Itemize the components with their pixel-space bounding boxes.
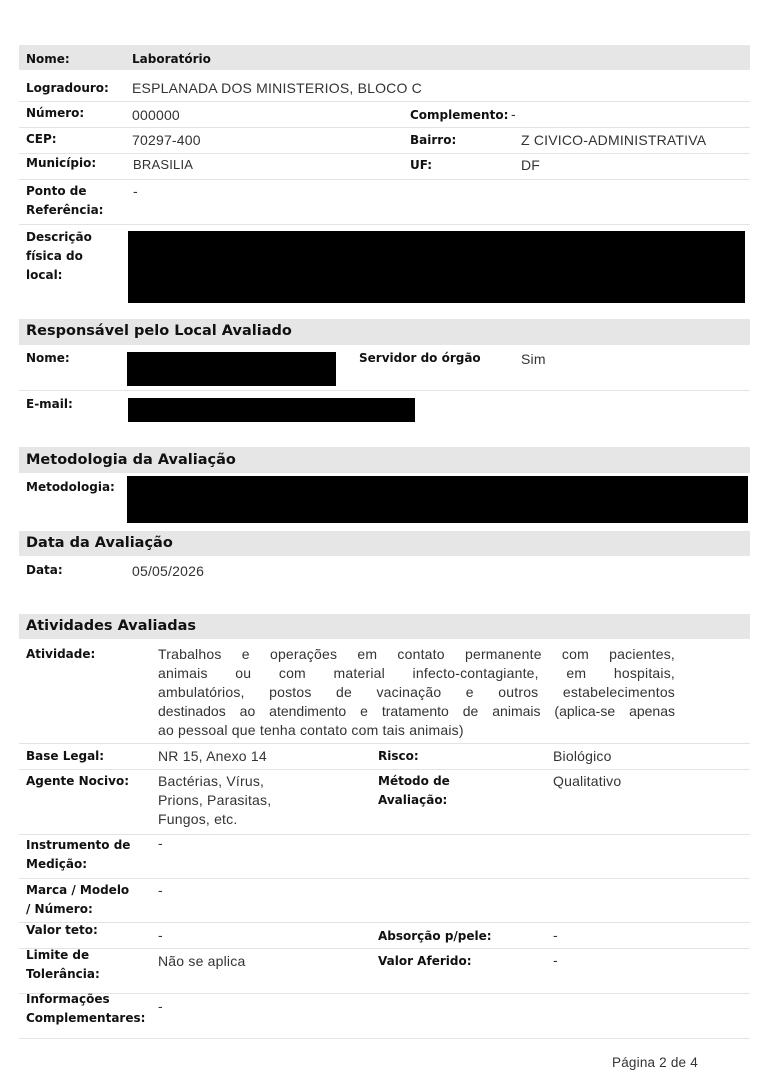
redacted-metodologia xyxy=(127,476,748,523)
atividade-line: ao pessoal que tenha contato com tais animais) xyxy=(158,722,464,738)
limite-tolerancia-value: Não se aplica xyxy=(158,953,246,969)
responsavel-nome-label: Nome: xyxy=(26,351,70,365)
info-label-line: Informações xyxy=(26,992,110,1006)
metodo-avaliacao-value: Qualitativo xyxy=(553,773,622,789)
divider xyxy=(19,153,750,154)
data-title: Data da Avaliação xyxy=(26,535,173,551)
atividade-label: Atividade: xyxy=(26,647,96,661)
atividade-line: destinados ao atendimento e tratamento de animais (aplica-se apenas xyxy=(158,703,675,719)
descricao-label-line: local: xyxy=(26,268,63,282)
divider xyxy=(19,769,750,770)
descricao-label xyxy=(26,228,92,285)
logradouro-label: Logradouro: xyxy=(26,81,109,95)
limite-label-line: Limite de xyxy=(26,948,90,962)
municipio-value: BRASILIA xyxy=(133,157,194,172)
divider xyxy=(19,224,750,225)
local-name-band xyxy=(19,45,750,70)
ponto-referencia-label xyxy=(26,182,103,220)
divider xyxy=(19,1038,750,1039)
servidor-label: Servidor do órgão xyxy=(359,351,481,365)
agente-line: Prions, Parasitas, xyxy=(158,792,272,808)
ponto-referencia-value: - xyxy=(133,183,138,199)
marca-modelo-label xyxy=(26,881,129,919)
uf-value: DF xyxy=(521,157,541,173)
instrumento-value: - xyxy=(158,835,163,851)
nome-value: Laboratório xyxy=(132,52,211,66)
data-value: 05/05/2026 xyxy=(132,563,205,579)
complemento-label: Complemento: xyxy=(410,108,509,122)
bairro-value: Z CIVICO-ADMINISTRATIVA xyxy=(521,132,707,148)
page-number: Página 2 de 4 xyxy=(612,1055,698,1070)
divider xyxy=(19,127,750,128)
numero-label: Número: xyxy=(26,106,85,120)
divider xyxy=(19,878,750,879)
cep-label: CEP: xyxy=(26,132,57,146)
redacted-email xyxy=(128,398,415,422)
valor-aferido-value: - xyxy=(553,952,558,968)
marca-modelo-value: - xyxy=(158,882,163,898)
agente-nocivo-label: Agente Nocivo: xyxy=(26,774,129,788)
descricao-label-line: Descrição xyxy=(26,230,92,244)
limite-label-line: Tolerância: xyxy=(26,967,100,981)
atividades-title: Atividades Avaliadas xyxy=(26,618,197,634)
metodo-label-line: Método de xyxy=(378,774,450,788)
absorcao-value: - xyxy=(553,927,558,943)
divider xyxy=(19,922,750,923)
cep-value: 70297-400 xyxy=(132,132,201,148)
nome-label: Nome: xyxy=(26,52,70,66)
info-label-line: Complementares: xyxy=(26,1011,146,1025)
divider xyxy=(19,390,750,391)
redacted-responsavel-nome xyxy=(127,352,336,386)
atividade-line: ambulatórios, postos de vacinação e outros estabelecimentos xyxy=(158,684,675,700)
email-label: E-mail: xyxy=(26,397,73,411)
ponto-label-line: Ponto de xyxy=(26,184,87,198)
valor-teto-label: Valor teto: xyxy=(26,923,98,937)
atividade-line: Trabalhos e operações em contato permanente com pacientes, xyxy=(158,646,675,662)
valor-teto-value: - xyxy=(158,927,163,943)
risco-label: Risco: xyxy=(378,749,419,763)
agente-line: Bactérias, Vírus, xyxy=(158,773,265,789)
metodo-label-line: Avaliação: xyxy=(378,793,448,807)
agente-nocivo-value xyxy=(158,772,271,829)
responsavel-title: Responsável pelo Local Avaliado xyxy=(26,323,292,339)
base-legal-label: Base Legal: xyxy=(26,749,105,763)
agente-line: Fungos, etc. xyxy=(158,811,238,827)
instrumento-label-line: Instrumento de xyxy=(26,838,131,852)
municipio-label: Município: xyxy=(26,156,97,170)
data-label: Data: xyxy=(26,563,63,577)
bairro-label: Bairro: xyxy=(410,133,457,147)
redacted-descricao xyxy=(128,231,745,303)
informacoes-value: - xyxy=(158,998,163,1014)
risco-value: Biológico xyxy=(553,748,612,764)
absorcao-label: Absorção p/pele: xyxy=(378,929,492,943)
metodologia-label: Metodologia: xyxy=(26,480,115,494)
servidor-value: Sim xyxy=(521,351,546,367)
atividade-line: animais ou com material infecto-contagiante, em hospitais, xyxy=(158,665,675,681)
metodologia-title: Metodologia da Avaliação xyxy=(26,452,236,468)
instrumento-label-line: Medição: xyxy=(26,857,88,871)
descricao-label-line: física do xyxy=(26,249,83,263)
valor-aferido-label: Valor Aferido: xyxy=(378,954,472,968)
divider xyxy=(19,179,750,180)
marca-label-line: / Número: xyxy=(26,902,93,916)
numero-value: 000000 xyxy=(132,107,180,123)
base-legal-value: NR 15, Anexo 14 xyxy=(158,748,267,764)
complemento-value: - xyxy=(511,106,516,122)
uf-label: UF: xyxy=(410,158,433,172)
divider xyxy=(19,101,750,102)
ponto-label-line: Referência: xyxy=(26,203,104,217)
atividade-text xyxy=(158,645,675,740)
divider xyxy=(19,948,750,949)
metodo-avaliacao-label xyxy=(378,772,450,810)
divider xyxy=(19,834,750,835)
divider xyxy=(19,743,750,744)
informacoes-label xyxy=(26,990,145,1028)
limite-tolerancia-label xyxy=(26,946,100,984)
marca-label-line: Marca / Modelo xyxy=(26,883,130,897)
logradouro-value: ESPLANADA DOS MINISTERIOS, BLOCO C xyxy=(132,80,422,96)
instrumento-label xyxy=(26,836,130,874)
